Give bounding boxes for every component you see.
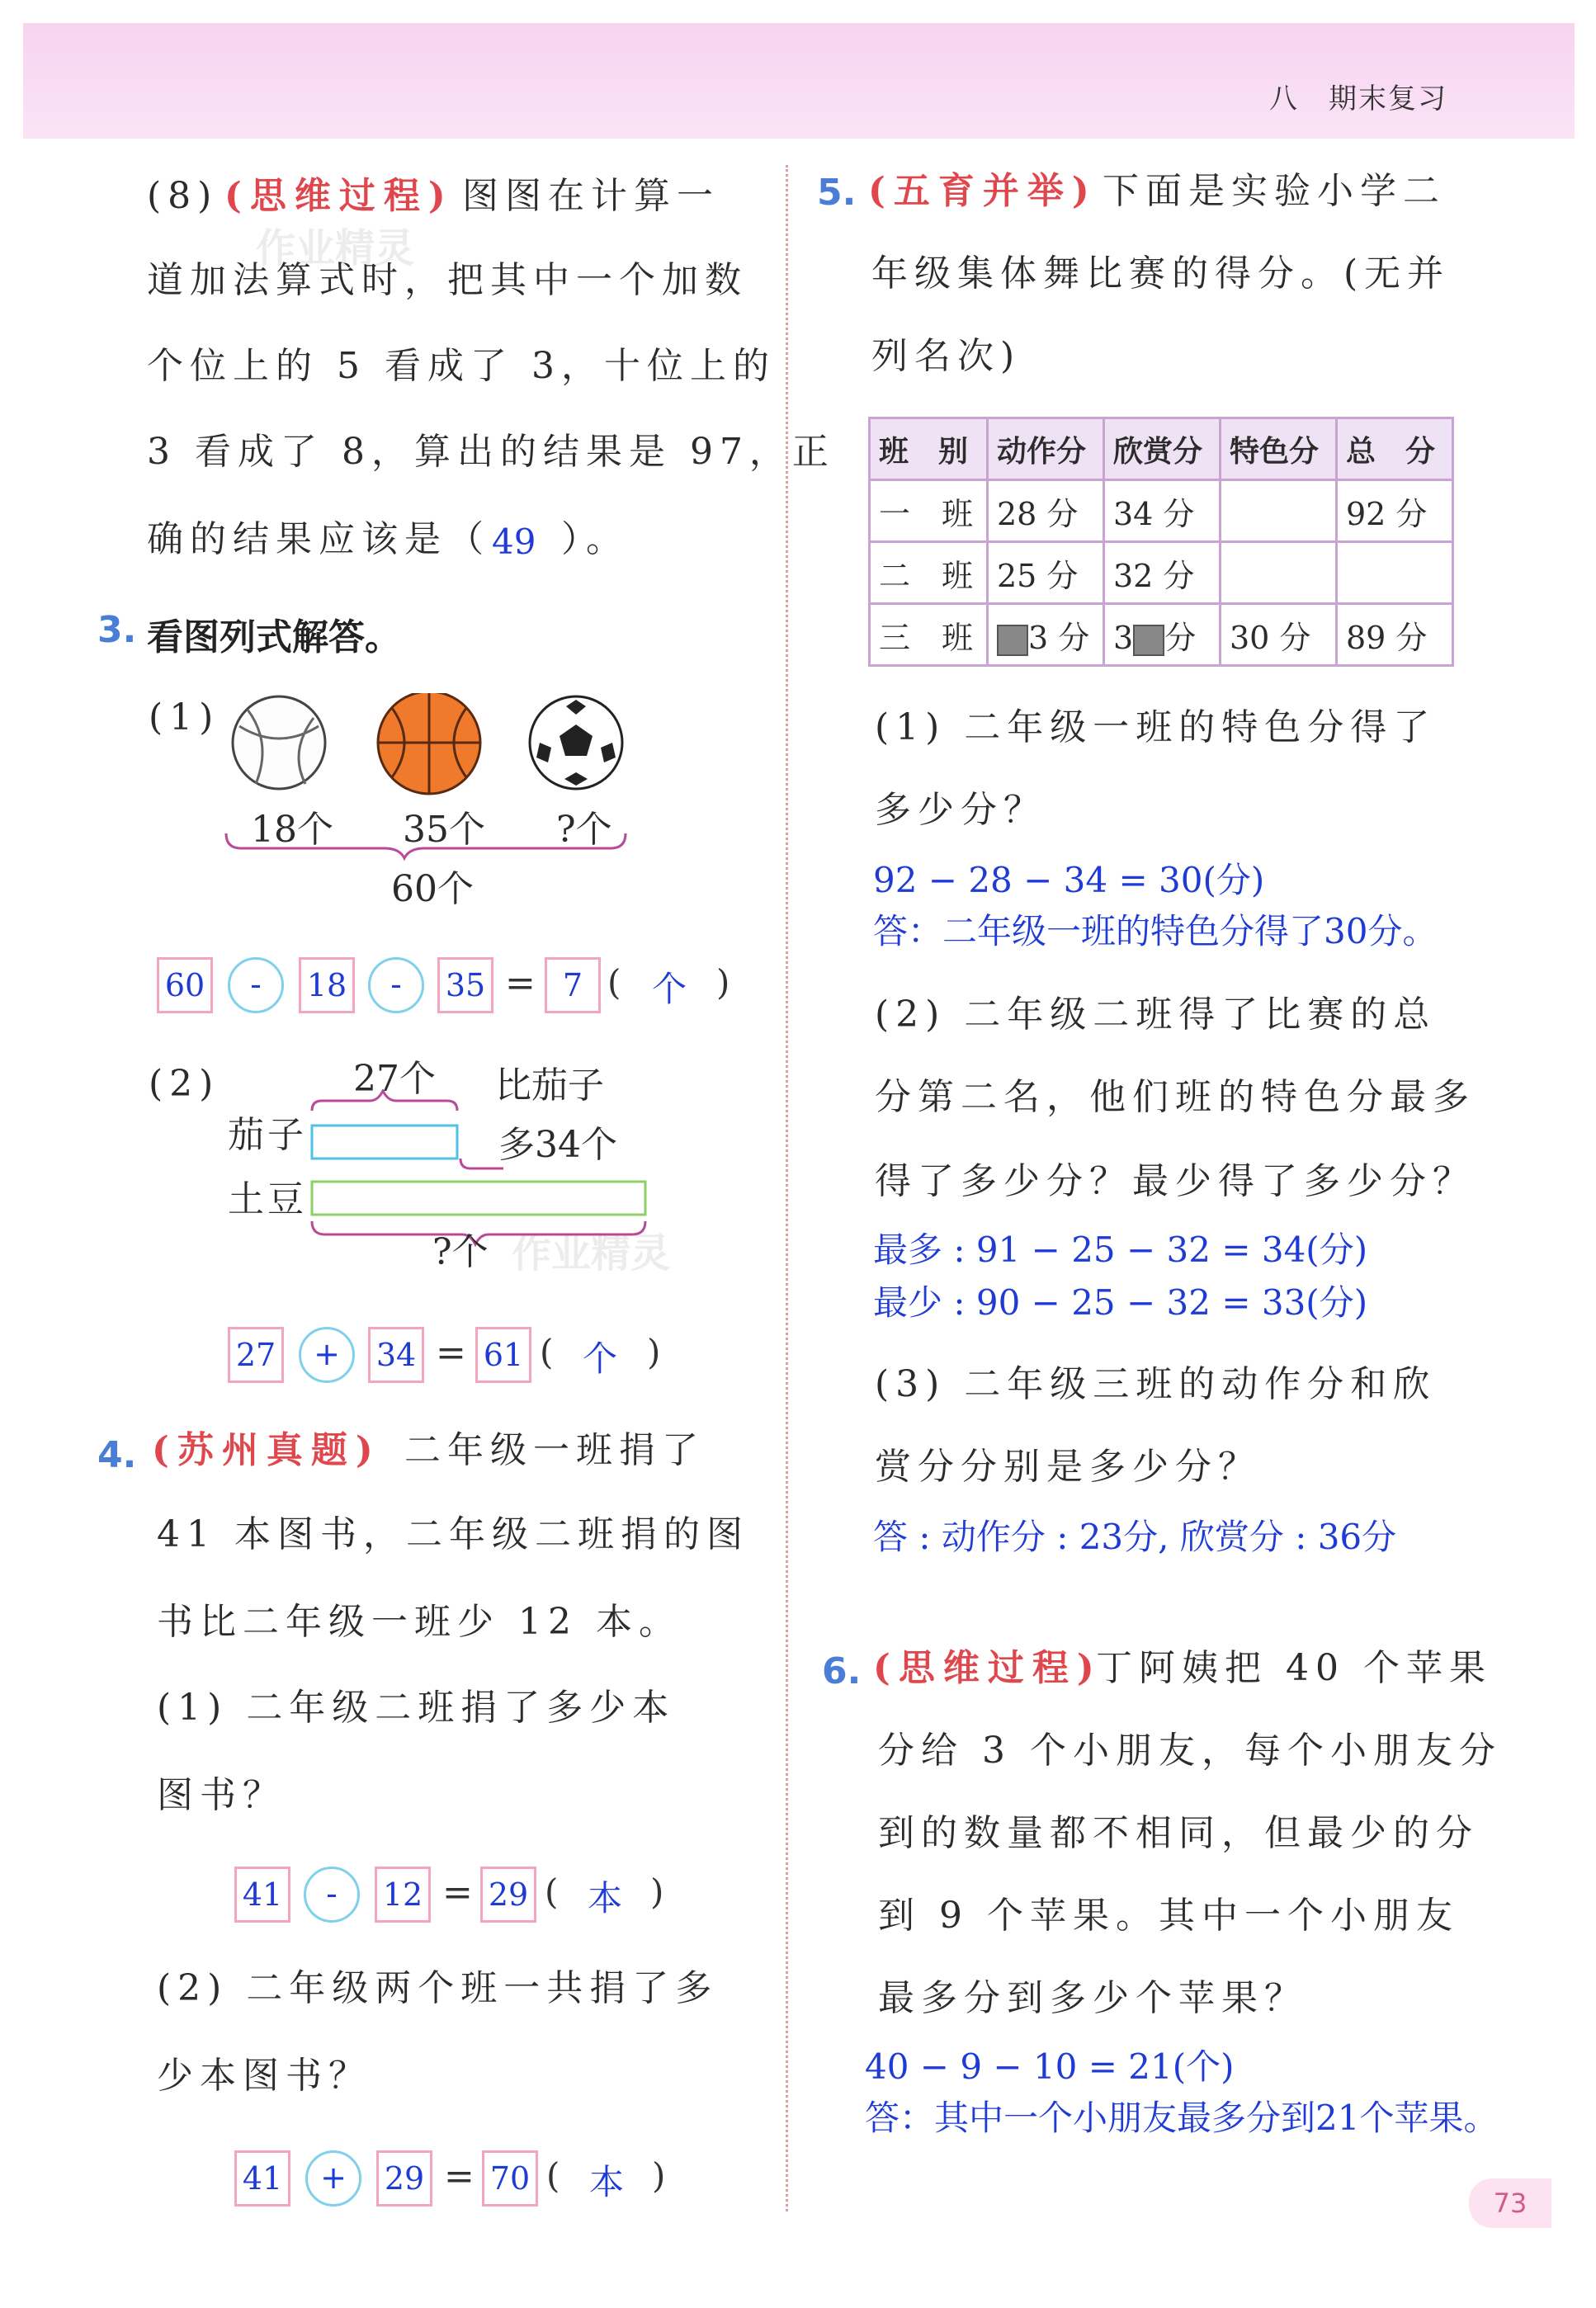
q5-sub3-line-2: 赏分分别是多少分？ <box>875 1446 1261 1488</box>
q5-line-2: 年级集体舞比赛的得分。(无并 <box>871 253 1451 295</box>
table-cell: 89 分 <box>1337 604 1453 666</box>
score-table <box>868 417 1454 667</box>
basketball-icon <box>378 693 480 794</box>
q4-eq2-open-paren: ( <box>546 2155 560 2196</box>
q4-line-1: 二年级一班捐了 <box>404 1429 705 1471</box>
table-cell: 二 班 <box>870 542 988 604</box>
table-cell <box>1104 604 1221 666</box>
q8-line-3: 个位上的 5 看成了 3，十位上的 <box>147 345 776 387</box>
table-cell <box>988 604 1104 666</box>
count-basketball: 35个 <box>403 809 485 851</box>
q4-line-2: 41 本图书，二年级二班捐的图 <box>157 1513 749 1555</box>
q5-sub2-line-3: 得了多少分？最少得了多少分？ <box>875 1160 1476 1202</box>
q3-p1-eq-1: 60 <box>157 957 213 1013</box>
q5-sub3-line-1: (3) 二年级三班的动作分和欣 <box>875 1363 1437 1405</box>
q4-tag: (苏州真题) <box>152 1429 381 1471</box>
q3-p2-open-paren: ( <box>540 1332 554 1372</box>
bar-diagram <box>305 1089 652 1254</box>
q8-line-2: 道加法算式时，把其中一个加数 <box>147 259 748 301</box>
q4-eq1-1: 41 <box>234 1867 290 1923</box>
q8-line-1: 图图在计算一 <box>462 175 720 217</box>
eggplant-bar <box>312 1126 457 1159</box>
volleyball-icon <box>233 696 325 789</box>
page-number: 73 <box>1469 2178 1551 2228</box>
q5-line-3: 列名次) <box>871 335 1022 377</box>
potato-label: 土豆 <box>228 1178 307 1220</box>
q3-p1-unit: 个 <box>652 969 687 1009</box>
hidden-digit-square <box>1133 625 1164 656</box>
cell-text: 3 <box>1113 619 1134 656</box>
q3-p1-equals: = <box>505 962 536 1004</box>
table-header-row <box>870 418 1453 480</box>
football-icon <box>530 696 622 789</box>
cell-text: 分 <box>1164 619 1197 656</box>
q6-line-1: 丁阿姨把 40 个苹果 <box>1096 1647 1492 1689</box>
q3-p1-open-paren: ( <box>607 962 621 1003</box>
header-total: 总 分 <box>1337 418 1453 480</box>
q3-p2-equals: = <box>436 1332 466 1374</box>
hidden-digit-square <box>997 625 1028 656</box>
q3-p2-label: (2) <box>149 1063 220 1105</box>
table-cell: 34 分 <box>1104 480 1221 542</box>
potato-bar <box>312 1182 645 1215</box>
header-action: 动作分 <box>988 418 1104 480</box>
eggplant-label: 茄子 <box>228 1114 307 1156</box>
q3-number: 3. <box>97 609 137 651</box>
q4-eq1-op: - <box>304 1867 360 1923</box>
q8-answer: 49 <box>492 522 536 562</box>
q4-eq1-unit: 本 <box>588 1878 623 1919</box>
table-cell: 92 分 <box>1337 480 1453 542</box>
q5-sub2-line-1: (2) 二年级二班得了比赛的总 <box>875 994 1437 1036</box>
table-cell: 30 分 <box>1221 604 1337 666</box>
q4-eq2-op: + <box>305 2150 361 2207</box>
table-cell: 25 分 <box>988 542 1104 604</box>
q8-label: (8) <box>147 175 219 217</box>
q5-line-1: 下面是实验小学二 <box>1103 170 1446 212</box>
table-cell <box>1337 542 1453 604</box>
q5-sub2-line-2: 分第二名，他们班的特色分最多 <box>875 1076 1476 1118</box>
question-count: ?个 <box>432 1231 489 1273</box>
q3-p2-close-paren: ) <box>647 1332 661 1372</box>
q4-eq2-result: 70 <box>482 2150 538 2207</box>
q5-number: 5. <box>817 172 857 214</box>
q3-p2-result: 61 <box>475 1327 531 1383</box>
compare-line-1: 比茄子 <box>495 1064 604 1107</box>
q3-p2-eq-1: 27 <box>228 1327 284 1383</box>
q4-eq2-equals: = <box>444 2155 475 2197</box>
q3-p2-unit: 个 <box>583 1338 618 1379</box>
table-cell <box>1221 542 1337 604</box>
header-class: 班 别 <box>870 418 988 480</box>
q6-number: 6. <box>822 1650 862 1692</box>
q4-sub2-line-1: (2) 二年级两个班一共捐了多 <box>157 1967 719 2009</box>
q5-tag: (五育并举) <box>868 170 1098 212</box>
table-row <box>870 604 1453 666</box>
q4-sub2-line-2: 少本图书？ <box>157 2055 371 2097</box>
q6-ans-line-1: 40 − 9 − 10 = 21(个) <box>865 2046 1235 2087</box>
table-row <box>870 480 1453 542</box>
count-football: ?个 <box>556 809 612 851</box>
q6-line-3: 到的数量都不相同，但最少的分 <box>878 1812 1479 1854</box>
header-feature: 特色分 <box>1221 418 1337 480</box>
q3-p1-result: 7 <box>545 957 601 1013</box>
header-appreciation: 欣赏分 <box>1104 418 1221 480</box>
q4-eq2-close-paren: ) <box>652 2155 666 2196</box>
q3-p1-eq-3: 35 <box>437 957 493 1013</box>
q3-p2-op-1: + <box>299 1327 355 1383</box>
table-cell: 28 分 <box>988 480 1104 542</box>
q5-sub1-line-1: (1) 二年级一班的特色分得了 <box>875 706 1437 748</box>
table-cell: 32 分 <box>1104 542 1221 604</box>
q3-p1-eq-2: 18 <box>299 957 355 1013</box>
q8-line-5: 确的结果应该是（ <box>147 518 490 560</box>
q4-number: 4. <box>97 1434 137 1476</box>
q3-p1-op-1: - <box>228 957 284 1013</box>
cell-text: 3 分 <box>1028 619 1090 656</box>
compare-line-2: 多34个 <box>498 1124 617 1166</box>
q5-ans1-line-2: 答：二年级一班的特色分得了30分。 <box>873 911 1438 951</box>
q4-sub1-line-1: (1) 二年级二班捐了多少本 <box>157 1687 676 1729</box>
watermark: 作业精灵 <box>512 1230 671 1277</box>
q4-eq2-1: 41 <box>234 2150 290 2207</box>
count-volleyball: 18个 <box>251 809 333 851</box>
q3-p1-op-2: - <box>368 957 424 1013</box>
q8-tag: (思维过程) <box>224 175 454 217</box>
q4-eq1-close-paren: ) <box>650 1871 664 1912</box>
q5-sub1-line-2: 多少分？ <box>875 789 1046 831</box>
q4-sub1-line-2: 图书？ <box>157 1774 286 1816</box>
q5-ans1-line-1: 92 − 28 − 34 = 30(分) <box>873 860 1265 900</box>
q8-line-4: 3 看成了 8，算出的结果是 97，正 <box>147 431 835 473</box>
q4-eq1-2: 12 <box>375 1867 431 1923</box>
q4-eq1-result: 29 <box>480 1867 536 1923</box>
q4-eq1-open-paren: ( <box>545 1871 559 1912</box>
q3-p1-close-paren: ) <box>716 962 730 1003</box>
table-cell: 一 班 <box>870 480 988 542</box>
q4-eq1-equals: = <box>442 1871 473 1914</box>
table-cell: 三 班 <box>870 604 988 666</box>
watermark: 作业精灵 <box>256 225 415 271</box>
q5-ans2-line-2: 最少 : 90 − 25 − 32 = 33(分) <box>873 1282 1368 1323</box>
table-cell <box>1221 480 1337 542</box>
q6-line-5: 最多分到多少个苹果？ <box>878 1977 1307 2019</box>
section-title: 八 期末复习 <box>1269 83 1447 116</box>
top-count: 27个 <box>353 1058 436 1100</box>
q4-eq2-2: 29 <box>376 2150 432 2207</box>
q6-line-2: 分给 3 个小朋友，每个小朋友分 <box>878 1730 1502 1772</box>
q6-line-4: 到 9 个苹果。其中一个小朋友 <box>878 1895 1459 1937</box>
q4-line-3: 书比二年级一班少 12 本。 <box>157 1601 682 1643</box>
q3-p1-label: (1) <box>149 696 220 739</box>
q3-p2-eq-2: 34 <box>368 1327 424 1383</box>
q6-tag: (思维过程) <box>873 1647 1103 1689</box>
q3-title: 看图列式解答。 <box>147 616 401 658</box>
q5-ans3: 答 : 动作分 : 23分, 欣赏分 : 36分 <box>873 1517 1397 1557</box>
count-total: 60个 <box>391 868 474 910</box>
q5-ans2-line-1: 最多 : 91 − 25 − 32 = 34(分) <box>873 1230 1368 1270</box>
q6-ans-line-2: 答：其中一个小朋友最多分到21个苹果。 <box>865 2098 1499 2138</box>
q4-eq2-unit: 本 <box>589 2162 625 2202</box>
q8-line-6: ）。 <box>561 518 629 560</box>
table-row <box>870 542 1453 604</box>
